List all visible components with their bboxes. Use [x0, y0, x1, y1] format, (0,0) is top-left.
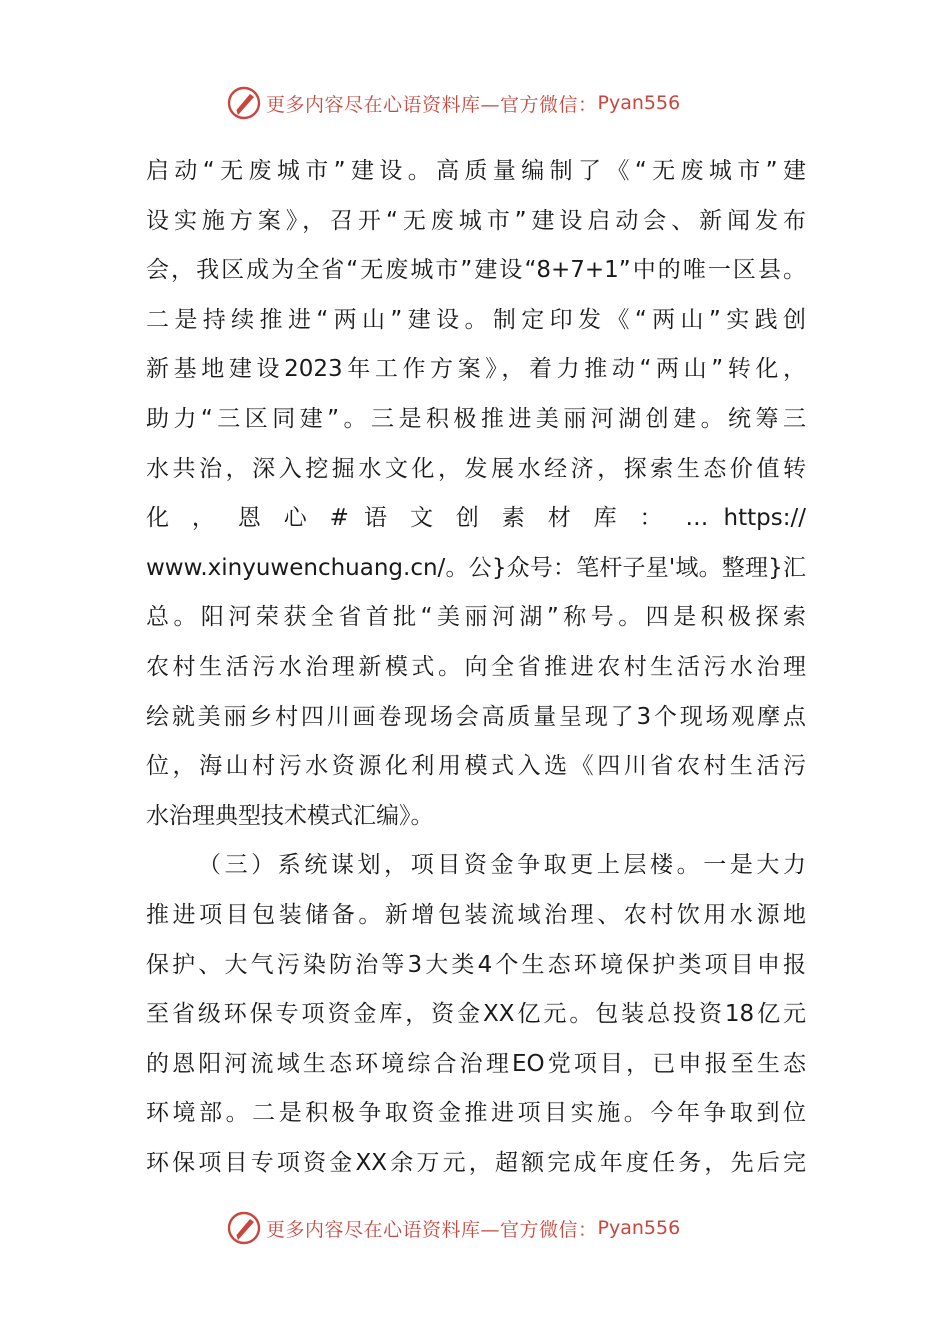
section-heading-line: （三）系统谋划，项目资金争取更上层楼。一是大力	[198, 852, 806, 879]
body-line: 保护、大气污染防治等3大类4个生态环境保护类项目申报	[146, 951, 806, 978]
body-line: 的恩阳河流域生态环境综合治理EO党项目，已申报至生态	[146, 1050, 806, 1077]
body-line: 化 ， 恩 心 # 语 文 创 素 材 库 ： … https://	[146, 505, 806, 532]
document-body	[146, 150, 806, 1191]
body-line: 农村生活污水治理新模式。向全省推进农村生活污水治理	[146, 653, 806, 680]
body-line: 环保项目专项资金XX余万元，超额完成年度任务，先后完	[146, 1149, 806, 1176]
body-line: 环境部。二是积极争取资金推进项目实施。今年争取到位	[146, 1100, 806, 1127]
body-line: 二是持续推进“两山”建设。制定印发《“两山”实践创	[146, 306, 806, 333]
body-line: www.xinyuwenchuang.cn/。公}众号：笔杆子星'域。整理}汇	[146, 554, 806, 581]
body-line: 绘就美丽乡村四川画卷现场会高质量呈现了3个现场观摩点	[146, 703, 806, 730]
header-banner	[226, 83, 680, 123]
footer-banner-suffix: —官方微信：	[480, 1218, 598, 1241]
footer-banner-text: 更多内容尽在心语资料库	[266, 1218, 481, 1241]
header-banner-suffix: —官方微信：	[480, 93, 598, 116]
body-line: 水共治，深入挖掘水文化，发展水经济，探索生态价值转	[146, 455, 806, 482]
footer-banner-handle: Pyan556	[597, 1217, 681, 1239]
body-line: 助力“三区同建”。三是积极推进美丽河湖创建。统筹三	[146, 405, 806, 432]
body-line: 新基地建设2023年工作方案》，着力推动“两山”转化，	[146, 356, 806, 383]
body-line: 推进项目包装储备。新增包装流域治理、农村饮用水源地	[146, 901, 806, 928]
body-line: 水治理典型技术模式汇编》。	[146, 802, 434, 829]
pen-logo-icon	[226, 85, 262, 121]
body-line: 至省级环保专项资金库，资金XX亿元。包装总投资18亿元	[146, 1001, 806, 1028]
header-banner-text: 更多内容尽在心语资料库	[266, 93, 481, 116]
header-banner-handle: Pyan556	[597, 92, 681, 114]
body-line: 启动“无废城市”建设。高质量编制了《“无废城市”建	[146, 158, 806, 184]
body-line: 总。阳河荣获全省首批“美丽河湖”称号。四是积极探索	[146, 604, 806, 631]
pen-logo-icon	[226, 1210, 262, 1246]
body-line: 会，我区成为全省“无废城市”建设“8+7+1”中的唯一区县。	[146, 257, 806, 284]
body-line: 位，海山村污水资源化利用模式入选《四川省农村生活污	[146, 753, 806, 780]
body-line: 设实施方案》，召开“无废城市”建设启动会、新闻发布	[146, 207, 806, 234]
footer-banner	[226, 1208, 680, 1248]
